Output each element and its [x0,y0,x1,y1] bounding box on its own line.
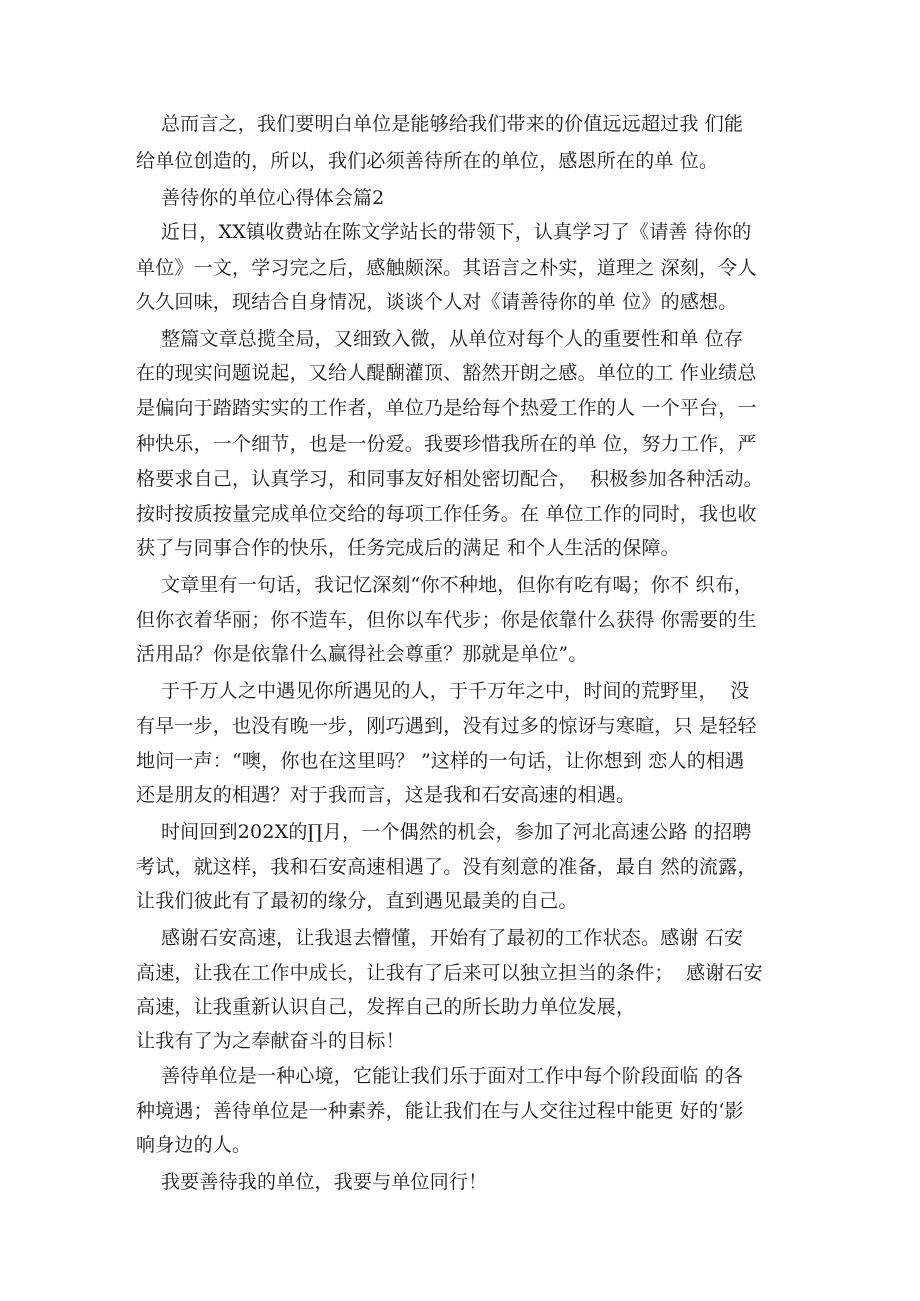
text-line: 让我有了为之奉献奋斗的目标！ [136,1030,405,1052]
text-line: 种境遇；善待单位是一种素养，能让我们在与人交往过程中能更 好的‘影 [136,1100,744,1122]
text-line: 还是朋友的相遇？对于我而言，这是我和石安高速的相遇。 [136,784,636,806]
text-line: 种快乐，一个细节，也是一份爱。我要珍惜我所在的单 位，努力工作，严 [136,433,757,455]
text-line: 近日，XX镇收费站在陈文学站长的带领下，认真学习了《请善 待你的 [136,221,752,243]
text-line: 有早一步，也没有晚一步，刚巧遇到，没有过多的惊讶与寒暄，只 是轻轻 [136,715,757,737]
text-line: 但你衣着华丽；你不造车，但你以车代步；你是依靠什么获得 你需要的生 [136,609,757,631]
text-line: 获了与同事合作的快乐，任务完成后的满足 和个人生活的保障。 [136,537,680,559]
text-line: 文章里有一句话，我记忆深刻“你不种地，但你有吃有喝；你不 织布， [136,574,754,596]
text-line: 格要求自己，认真学习，和同事友好相处密切配合， 积极参加各种活动。 [136,468,763,490]
text-line: 整篇文章总揽全局，又细致入微，从单位对每个人的重要性和单 位存 [136,328,744,350]
text-line: 考试，就这样，我和石安高速相遇了。没有刻意的准备，最自 然的流露， [136,856,757,878]
text-line: 总而言之，我们要明白单位是能够给我们带来的价值远远超过我 们能 [136,113,744,135]
text-line: 我要善待我的单位，我要与单位同行！ [136,1171,488,1193]
text-line: 于千万人之中遇见你所遇见的人，于千万年之中，时间的荒野里， 没 [136,680,750,702]
text-line: 是偏向于踏踏实实的工作者，单位乃是给每个热爱工作的人 一个平台，一 [136,397,757,419]
text-line: 在的现实问题说起，又给人醍醐灌顶、豁然开朗之感。单位的工 作业绩总 [136,362,757,384]
text-line: 时间回到202X的∏月，一个偶然的机会，参加了河北高速公路 的招聘 [136,821,752,843]
section-heading: 善待你的单位心得体会篇2 [136,187,385,209]
text-line: 地问一声：“噢，你也在这里吗？ ”这样的一句话，让你想到 恋人的相遇 [136,750,745,772]
text-line: 善待单位是一种心境，它能让我们乐于面对工作中每个阶段面临 的各 [136,1065,744,1087]
text-line: 感谢石安高速，让我退去懵懂，开始有了最初的工作状态。感谢 石安 [136,927,744,949]
text-line: 单位》一文，学习完之后，感触颇深。其语言之朴实，道理之 深刻，令人 [136,257,757,279]
text-line: 高速，让我在工作中成长，让我有了后来可以独立担当的条件； 感谢石安 [136,962,763,984]
text-line: 响身边的人。 [136,1134,252,1156]
text-line: 高速，让我重新认识自己，发挥自己的所长助力单位发展， [136,996,636,1018]
text-line: 让我们彼此有了最初的缘分，直到遇见最美的自己。 [136,890,578,912]
text-line: 久久回味，现结合自身情况，谈谈个人对《请善待你的单 位》的感想。 [136,291,738,313]
text-line: 活用品？你是依靠什么赢得社会尊重？那就是单位”。 [136,643,588,665]
text-line: 给单位创造的，所以，我们必须善待所在的单位，感恩所在的单 位。 [136,150,719,172]
text-line: 按时按质按量完成单位交给的每项工作任务。在 单位工作的同时，我也收 [136,503,757,525]
